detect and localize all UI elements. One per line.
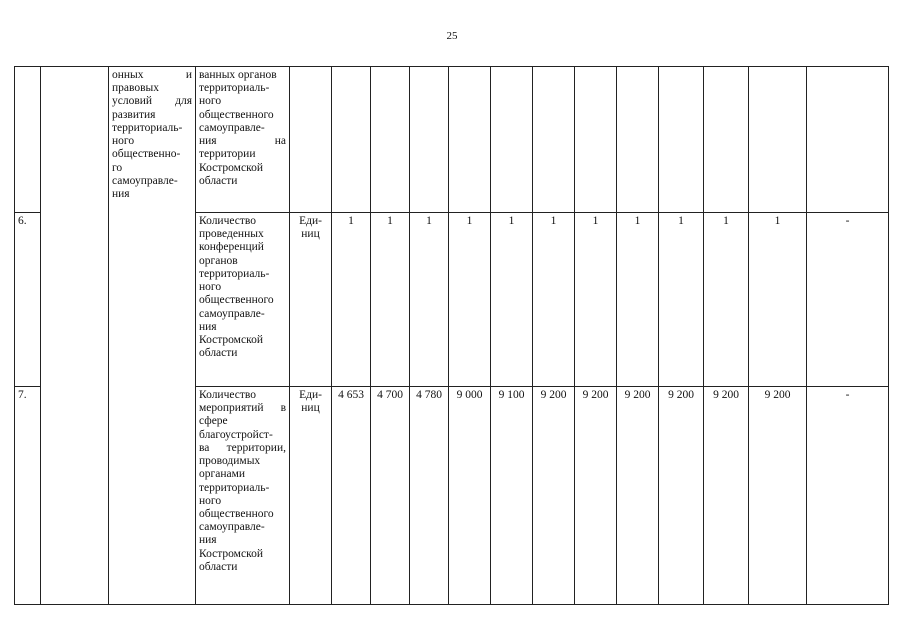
task-text-line: развития	[112, 108, 156, 121]
program-column-cell	[41, 67, 109, 605]
value-cell: 1	[749, 213, 807, 387]
indicator-text-line: области	[199, 347, 238, 360]
indicator-text-line: мероприятий в	[199, 402, 286, 415]
value-cell	[749, 67, 807, 213]
indicator-text-line: территориаль-	[199, 82, 270, 95]
value-cell	[533, 67, 575, 213]
value-cell	[410, 67, 449, 213]
indicator-text-line: территориаль-	[199, 267, 270, 280]
unit-cell: Еди- ниц	[290, 213, 332, 387]
indicator-text-line: самоуправле-	[199, 307, 265, 320]
task-text-line: правовых	[112, 82, 160, 95]
value-cell: 1	[617, 213, 659, 387]
indicator-name-cell	[196, 67, 290, 213]
indicator-text-line: проведенных	[199, 228, 264, 241]
indicator-text-line: Костромской	[199, 161, 263, 174]
indicator-name-cell	[196, 387, 290, 605]
indicator-text-line: Количество	[199, 389, 256, 401]
unit-cell	[290, 67, 332, 213]
value-cell: 9 200	[617, 387, 659, 605]
value-cell: 1	[575, 213, 617, 387]
row-number-cell: 7.	[15, 387, 41, 605]
indicator-text-line: территориаль-	[199, 481, 270, 494]
indicator-text-line: ва территории,	[199, 441, 286, 454]
task-text-line: го	[112, 161, 123, 174]
value-cell: 9 100	[491, 387, 533, 605]
indicator-text-line: конференций	[199, 241, 264, 254]
indicator-text-line: области	[199, 560, 238, 573]
indicator-text-line: самоуправле-	[199, 521, 265, 534]
indicator-text-line: Костромской	[199, 547, 263, 560]
value-cell	[449, 67, 491, 213]
note-cell: -	[807, 213, 889, 387]
task-text-line: условий	[112, 95, 153, 108]
value-cell: 1	[704, 213, 749, 387]
task-text-line: для	[175, 95, 192, 108]
value-cell: 4 780	[410, 387, 449, 605]
task-text-line: и	[185, 69, 192, 81]
indicator-text-line: ного	[199, 281, 222, 294]
value-cell: 9 200	[704, 387, 749, 605]
value-cell: 1	[332, 213, 371, 387]
note-cell	[807, 67, 889, 213]
indicator-text-line: ванных органов	[199, 69, 277, 81]
task-text-line: самоуправле-	[112, 174, 178, 187]
value-cell	[575, 67, 617, 213]
value-cell: 1	[533, 213, 575, 387]
indicator-text-line: сфере	[199, 415, 228, 428]
indicators-table	[14, 66, 889, 605]
table-row	[15, 67, 889, 213]
indicator-text-line: органами	[199, 468, 246, 481]
indicator-text-line: общественного	[199, 294, 274, 307]
value-cell: 9 200	[749, 387, 807, 605]
value-cell	[371, 67, 410, 213]
indicator-name-cell	[196, 213, 290, 387]
row-number-cell	[15, 67, 41, 213]
indicator-text-line: Костромской	[199, 333, 263, 346]
indicator-text-line: общественного	[199, 507, 274, 520]
indicator-text-line: ния	[199, 320, 217, 333]
value-cell	[704, 67, 749, 213]
indicator-text-line: территории	[199, 148, 256, 161]
indicator-text-line: самоуправле-	[199, 121, 265, 134]
value-cell	[659, 67, 704, 213]
indicator-text-line: ния	[199, 534, 217, 547]
value-cell: 4 700	[371, 387, 410, 605]
task-text-line: онных	[112, 69, 144, 81]
value-cell: 9 000	[449, 387, 491, 605]
indicator-text-line: благоустройст-	[199, 428, 273, 441]
value-cell: 9 200	[533, 387, 575, 605]
value-cell	[332, 67, 371, 213]
value-cell: 1	[491, 213, 533, 387]
value-cell: 9 200	[659, 387, 704, 605]
note-cell: -	[807, 387, 889, 605]
task-text-line: территориаль-	[112, 121, 183, 134]
indicator-text-line: Количество	[199, 215, 256, 227]
task-text-line: ния	[112, 187, 130, 200]
row-number-cell: 6.	[15, 213, 41, 387]
indicator-text-line: ного	[199, 95, 222, 108]
unit-cell: Еди- ниц	[290, 387, 332, 605]
value-cell	[617, 67, 659, 213]
task-text-line: общественно-	[112, 148, 181, 161]
page-number: 25	[446, 30, 458, 42]
indicator-text-line: области	[199, 174, 238, 187]
indicator-text-line: проводимых	[199, 455, 261, 468]
value-cell	[491, 67, 533, 213]
value-cell: 4 653	[332, 387, 371, 605]
indicator-text-line: ного	[199, 494, 222, 507]
value-cell: 1	[371, 213, 410, 387]
task-text-line: ного	[112, 135, 135, 148]
task-description-cell	[109, 67, 196, 605]
value-cell: 1	[449, 213, 491, 387]
value-cell: 1	[659, 213, 704, 387]
indicator-text-line: общественного	[199, 108, 274, 121]
indicator-text-line: органов	[199, 254, 238, 267]
value-cell: 1	[410, 213, 449, 387]
indicator-text-line: ния на	[199, 135, 286, 148]
value-cell: 9 200	[575, 387, 617, 605]
